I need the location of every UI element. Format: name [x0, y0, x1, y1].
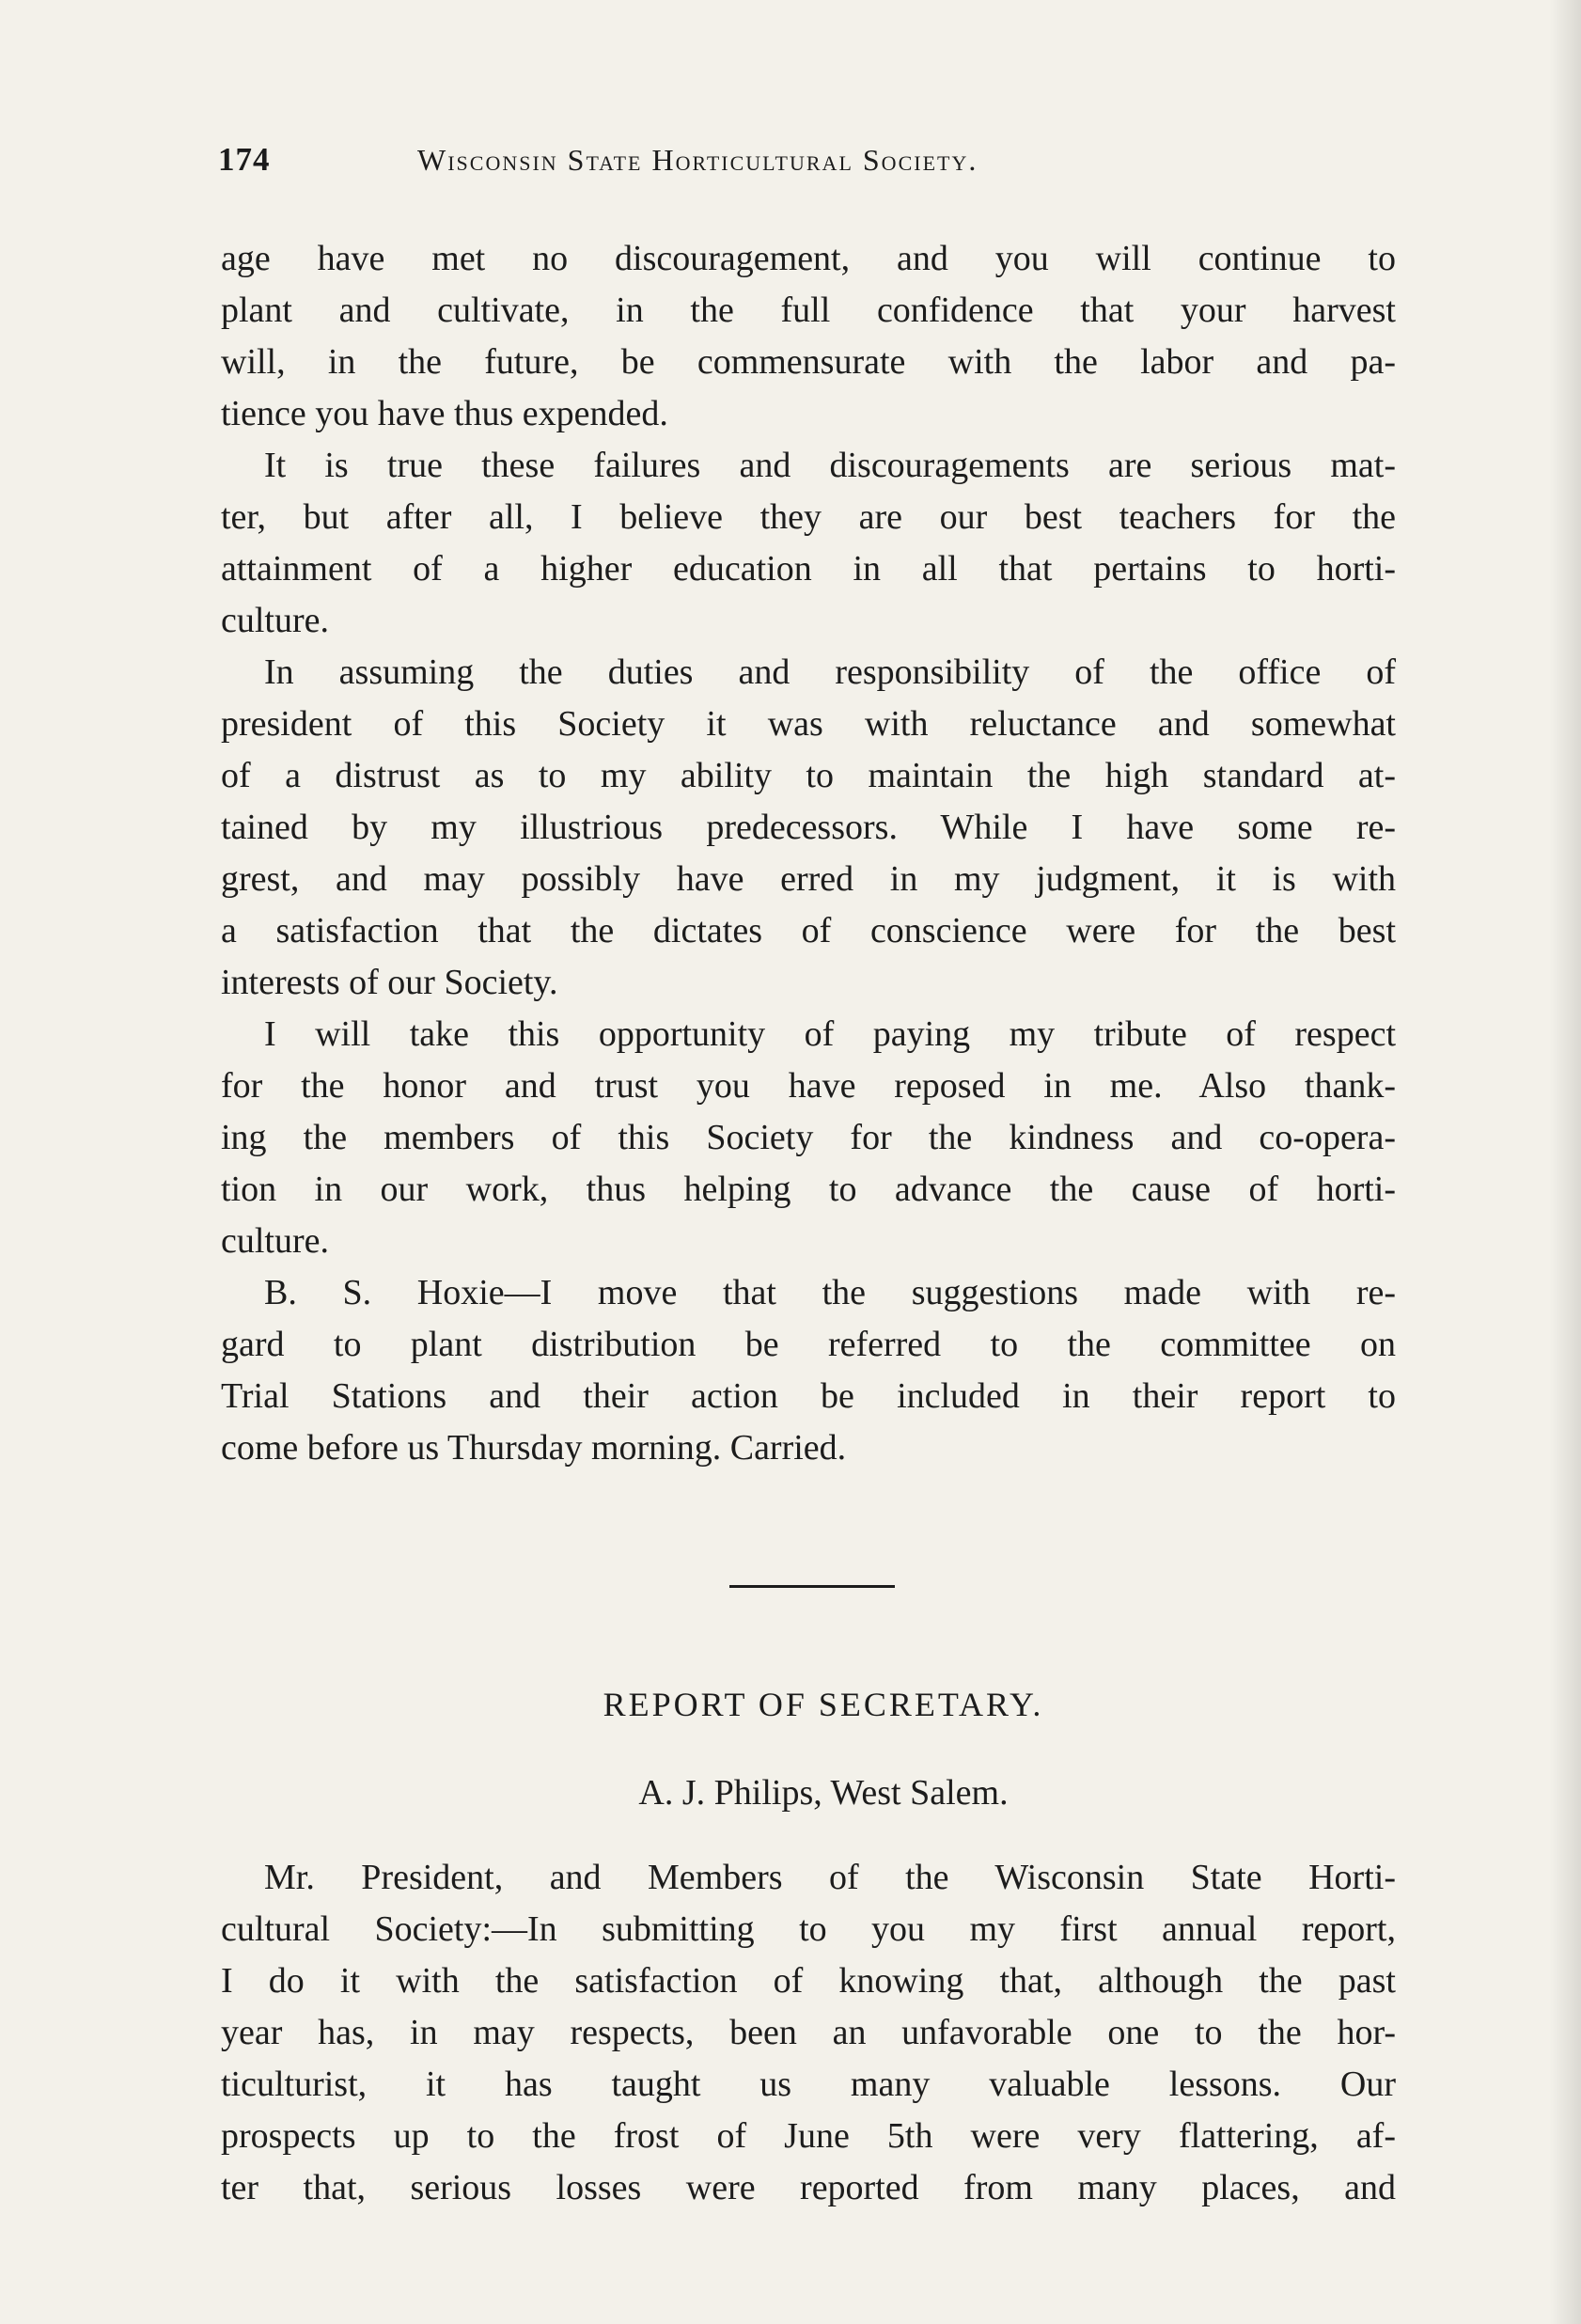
text-line: B. S. Hoxie—I move that the suggestions made with re- — [264, 1273, 1396, 1312]
text-line: year has, in may respects, been an unfavorable one to the hor- — [221, 2013, 1396, 2052]
text-line: culture. — [221, 1221, 330, 1261]
text-line: tained by my illustrious predecessors. While I have some re- — [221, 808, 1396, 847]
text-line: tience you have thus expended. — [221, 394, 668, 433]
text-line: prospects up to the frost of June 5th were very flattering, af- — [221, 2116, 1396, 2156]
text-line: a satisfaction that the dictates of conscience were for the best — [221, 911, 1396, 950]
text-line: of a distrust as to my ability to maintain the high standard at- — [221, 756, 1396, 795]
text-line: ter that, serious losses were reported from many places, and — [221, 2168, 1396, 2207]
text-line: will, in the future, be commensurate with the labor and pa- — [221, 342, 1396, 382]
text-line: cultural Society:—In submitting to you my first annual report, — [221, 1909, 1396, 1949]
text-line: tion in our work, thus helping to advance the cause of horti- — [221, 1170, 1396, 1209]
page-gutter-shadow — [1549, 0, 1581, 2324]
text-line: I will take this opportunity of paying my tribute of respect — [264, 1014, 1396, 1054]
text-line: come before us Thursday morning. Carried. — [221, 1428, 847, 1468]
text-line: Mr. President, and Members of the Wisconsin State Horti- — [264, 1858, 1396, 1897]
text-line: ing the members of this Society for the kindness and co-opera- — [221, 1118, 1396, 1157]
text-line: attainment of a higher education in all that pertains to horti- — [221, 549, 1396, 589]
text-line: It is true these failures and discouragements are serious mat- — [264, 446, 1396, 485]
text-line: for the honor and trust you have reposed in me. Also thank- — [221, 1066, 1396, 1106]
text-line: ter, but after all, I believe they are our best teachers for the — [221, 497, 1396, 537]
section-divider — [729, 1585, 895, 1588]
body-text-block-1 — [221, 233, 1396, 1474]
text-line: age have met no discouragement, and you will continue to — [221, 239, 1396, 278]
text-line: plant and cultivate, in the full confidence that your harvest — [221, 290, 1396, 330]
body-text-block-2 — [221, 1852, 1396, 2214]
text-line: grest, and may possibly have erred in my judgment, it is with — [221, 859, 1396, 899]
section-title: REPORT OF SECRETARY. — [603, 1686, 1044, 1723]
running-head: Wisconsin State Horticultural Society. — [417, 143, 978, 177]
text-line: In assuming the duties and responsibility of the office of — [264, 652, 1396, 692]
page-header — [218, 141, 1393, 197]
text-line: gard to plant distribution be referred to the committee on — [221, 1325, 1396, 1364]
text-line: Trial Stations and their action be included in their report to — [221, 1376, 1396, 1416]
section-byline: A. J. Philips, West Salem. — [638, 1773, 1009, 1813]
page-number: 174 — [218, 141, 271, 178]
text-line: president of this Society it was with reluctance and somewhat — [221, 704, 1396, 744]
text-line: culture. — [221, 601, 330, 640]
text-line: I do it with the satisfaction of knowing that, although the past — [221, 1961, 1396, 2001]
text-line: ticulturist, it has taught us many valuable lessons. Our — [221, 2065, 1396, 2104]
text-line: interests of our Society. — [221, 963, 558, 1002]
